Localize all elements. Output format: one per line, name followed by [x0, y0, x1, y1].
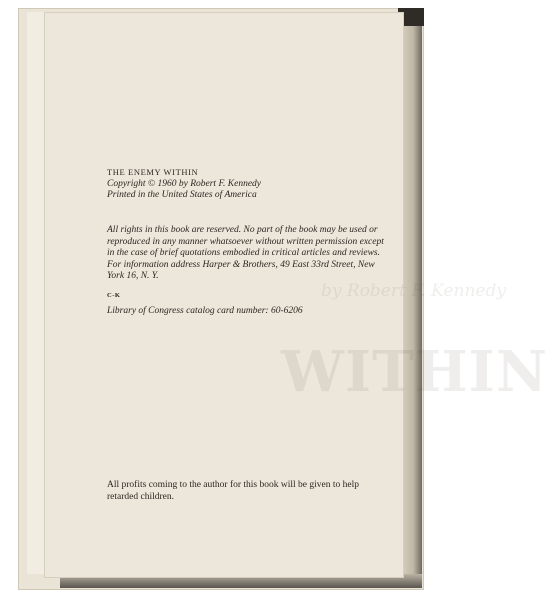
rights-line: York 16, N. Y.: [107, 271, 159, 281]
profits-notice: [107, 480, 393, 503]
profits-line: All profits coming to the author for this book will be given to help: [107, 480, 359, 490]
printed-line: Printed in the United States of America: [107, 190, 257, 200]
rights-notice: [107, 225, 397, 283]
book-title: THE ENEMY WITHIN: [107, 167, 199, 177]
lccn-line: Library of Congress catalog card number: 60-6206: [107, 306, 303, 316]
rights-line: in the case of brief quotations embodied in critical articles and reviews.: [107, 248, 380, 258]
rights-line: All rights in this book are reserved. No part of the book may be used or: [107, 225, 378, 235]
show-through-title: WITHIN: [281, 339, 548, 405]
profits-line: retarded children.: [107, 491, 174, 502]
title-block: [107, 167, 307, 202]
copyright-line: Copyright © 1960 by Robert F. Kennedy: [107, 178, 262, 189]
show-through-byline: by Robert F. Kennedy: [321, 281, 506, 301]
rights-line: reproduced in any manner whatsoever without written permission except: [107, 236, 384, 247]
printer-code: C-K: [107, 292, 121, 299]
rights-line: For information address Harper & Brothers, 49 East 33rd Street, New: [107, 259, 375, 270]
